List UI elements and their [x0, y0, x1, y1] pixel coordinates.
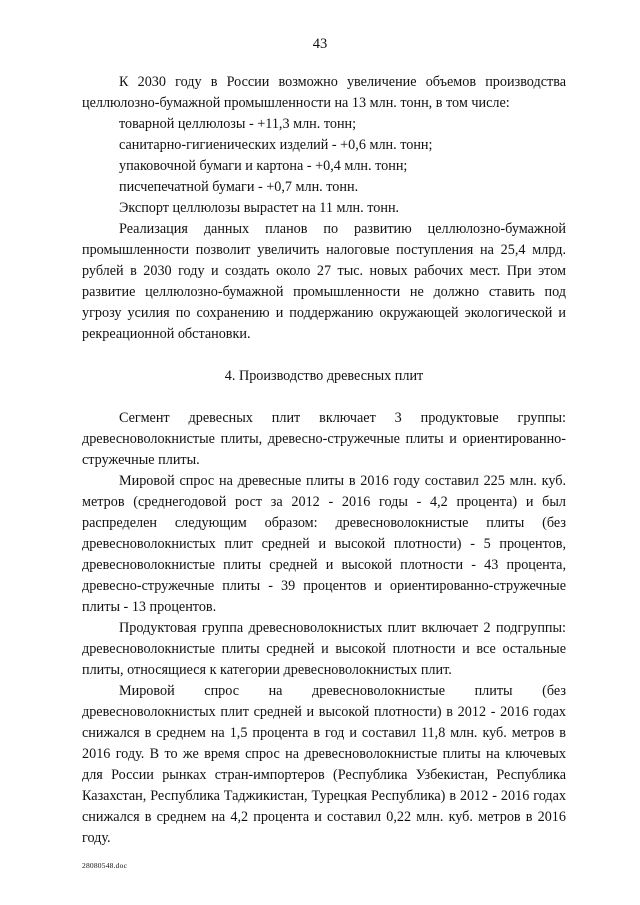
export-paragraph: Экспорт целлюлозы вырастет на 11 млн. тонн. [119, 200, 400, 216]
page-number: 43 [312, 36, 328, 52]
production-list [82, 114, 566, 198]
document-body [82, 72, 566, 849]
intro-paragraph: К 2030 году в России возможно увеличение объемов производства целлюлозно-бумажной промышленности на 13 млн. тонн, в том числе: [82, 74, 566, 111]
section-heading: 4. Производство древесных плит [224, 368, 424, 384]
demand-paragraph: Мировой спрос на древесные плиты в 2016 году составил 225 млн. куб. метров (среднегодовой рост за 2012 - 2016 годы - 4,2 процента) и был распределен следующим образом: древесноволокнистые плиты (без древесноволокнистых плит средней и высокой плотности) - 5 процентов, древесноволокнистые плиты средней и высокой плотности - 43 процента, древесно-стружечные плиты - 39 процентов и ориентированно-стружечные плиты - 13 процентов. [82, 473, 566, 615]
list-item: упаковочной бумаги и картона - +0,4 млн. тонн; [119, 158, 408, 174]
segment-paragraph: Сегмент древесных плит включает 3 продуктовые группы: древесноволокнистые плиты, древесно-стружечные плиты и ориентированно-стружечные плиты. [82, 410, 566, 468]
product-group-paragraph: Продуктовая группа древесноволокнистых плит включает 2 подгруппы: древесноволокнистые плиты средней и высокой плотности и все остальные плиты, относящиеся к категории древесноволокнистых плит. [82, 620, 566, 678]
list-item: санитарно-гигиенических изделий - +0,6 млн. тонн; [119, 137, 433, 153]
world-demand-paragraph: Мировой спрос на древесноволокнистые плиты (без древесноволокнистых плит средней и высокой плотности) в 2012 - 2016 годах снижался в среднем на 1,5 процента в год и составил 11,8 млн. куб. метров в 2016 году. В то же время спрос на древесноволокнистые плиты на ключевых для России рынках стран-импортеров (Республика Узбекистан, Республика Казахстан, Республика Таджикистан, Турецкая Республика) в 2012 - 2016 годах снижался в среднем на 4,2 процента и составил 0,22 млн. куб. метров в 2016 году. [82, 683, 566, 846]
realization-paragraph: Реализация данных планов по развитию целлюлозно-бумажной промышленности позволит увеличить налоговые поступления на 25,4 млрд. рублей в 2030 году и создать около 27 тыс. новых рабочих мест. При этом развитие целлюлозно-бумажной промышленности не должно ставить под угрозу усилия по сохранению и поддержанию окружающей экологической и рекреационной обстановки. [82, 221, 566, 342]
list-item: товарной целлюлозы - +11,3 млн. тонн; [119, 116, 357, 132]
file-name-footer: 28080548.doc [82, 861, 128, 870]
list-item: писчепечатной бумаги - +0,7 млн. тонн. [119, 179, 359, 195]
